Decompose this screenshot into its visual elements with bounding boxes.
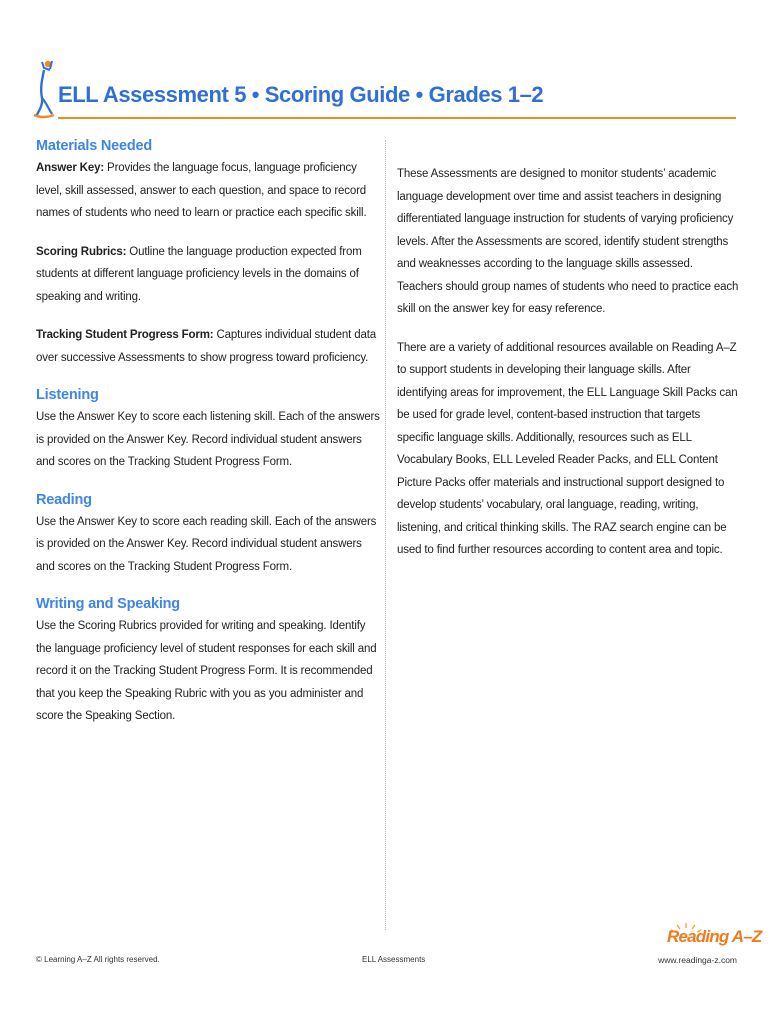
page-title: ELL Assessment 5 • Scoring Guide • Grades 1–2 [58, 82, 544, 107]
scoring-rubrics-text: Outline the language production expected from students at different language proficiency levels in the domains of speaking and writing. [36, 245, 362, 303]
materials-heading: Materials Needed [36, 138, 153, 154]
reading-heading: Reading [36, 491, 92, 508]
listening-heading: Listening [36, 387, 99, 403]
reading-az-logo[interactable]: Reading A–Z [667, 927, 762, 946]
intro-paragraph: These Assessments are designed to monitor students’ academic language development over time and assist teachers in designing differentiated language instruction for students of varying proficiency levels. After the Assessments are scored, identify student strengths and weaknesses according to the language skills assessed. Teachers should group names of students who need to practice each skill on the answer key for easy reference. [397, 168, 739, 315]
column-divider [385, 140, 386, 930]
scoring-rubrics-paragraph [36, 241, 381, 309]
footer-center-text: ELL Assessments [362, 955, 426, 964]
left-column [36, 138, 381, 728]
listening-paragraph: Use the Answer Key to score each listening skill. Each of the answers is provided on the Answer Key. Record individual student answers and scores on the Tracking Student Progress Form. [36, 411, 380, 468]
writing-speaking-heading: Writing and Speaking [36, 596, 180, 612]
answer-key-label: Answer Key: [36, 162, 105, 174]
writing-speaking-paragraph: Use the Scoring Rubrics provided for writing and speaking. Identify the language proficiency level of student responses for each skill and record it on the Tracking Student Progress Form. It is recommended that you keep the Speaking Rubric with you as you administer and score the Speaking Section. [36, 620, 377, 722]
title-underline [58, 117, 736, 119]
resources-paragraph: There are a variety of additional resources available on Reading A–Z to support students in developing their language skills. After identifying areas for improvement, the ELL Language Skill Packs can be used for grade level, content-based instruction that targets specific language skills. Additionally, resources such as ELL Vocabulary Books, ELL Leveled Reader Packs, and ELL Content Picture Packs offer materials and instructional support designed to develop students’ vocabulary, oral language, reading, writing, listening, and critical thinking skills. The RAZ search engine can be used to find further resources according to content area and topic. [397, 341, 738, 556]
answer-key-text: Provides the language focus, language proficiency level, skill assessed, answer to each question, and space to record names of students who need to learn or practice each specific skill. [36, 162, 367, 219]
tracking-paragraph [36, 324, 381, 369]
reading-paragraph: Use the Answer Key to score each reading skill. Each of the answers is provided on the Answer Key. Record individual student answers and scores on the Tracking Student Progress Form. [36, 515, 377, 573]
tracking-text: Captures individual student data over successive Assessments to show progress toward proficiency. [36, 329, 377, 364]
website-link[interactable]: www.readinga-z.com [658, 955, 737, 965]
reading-figure-logo-icon [30, 58, 60, 120]
right-column [397, 163, 739, 562]
scoring-rubrics-label: Scoring Rubrics: [36, 245, 127, 258]
copyright-text: © Learning A–Z All rights reserved. [36, 955, 160, 964]
tracking-label: Tracking Student Progress Form: [36, 329, 214, 341]
answer-key-paragraph [36, 157, 381, 225]
